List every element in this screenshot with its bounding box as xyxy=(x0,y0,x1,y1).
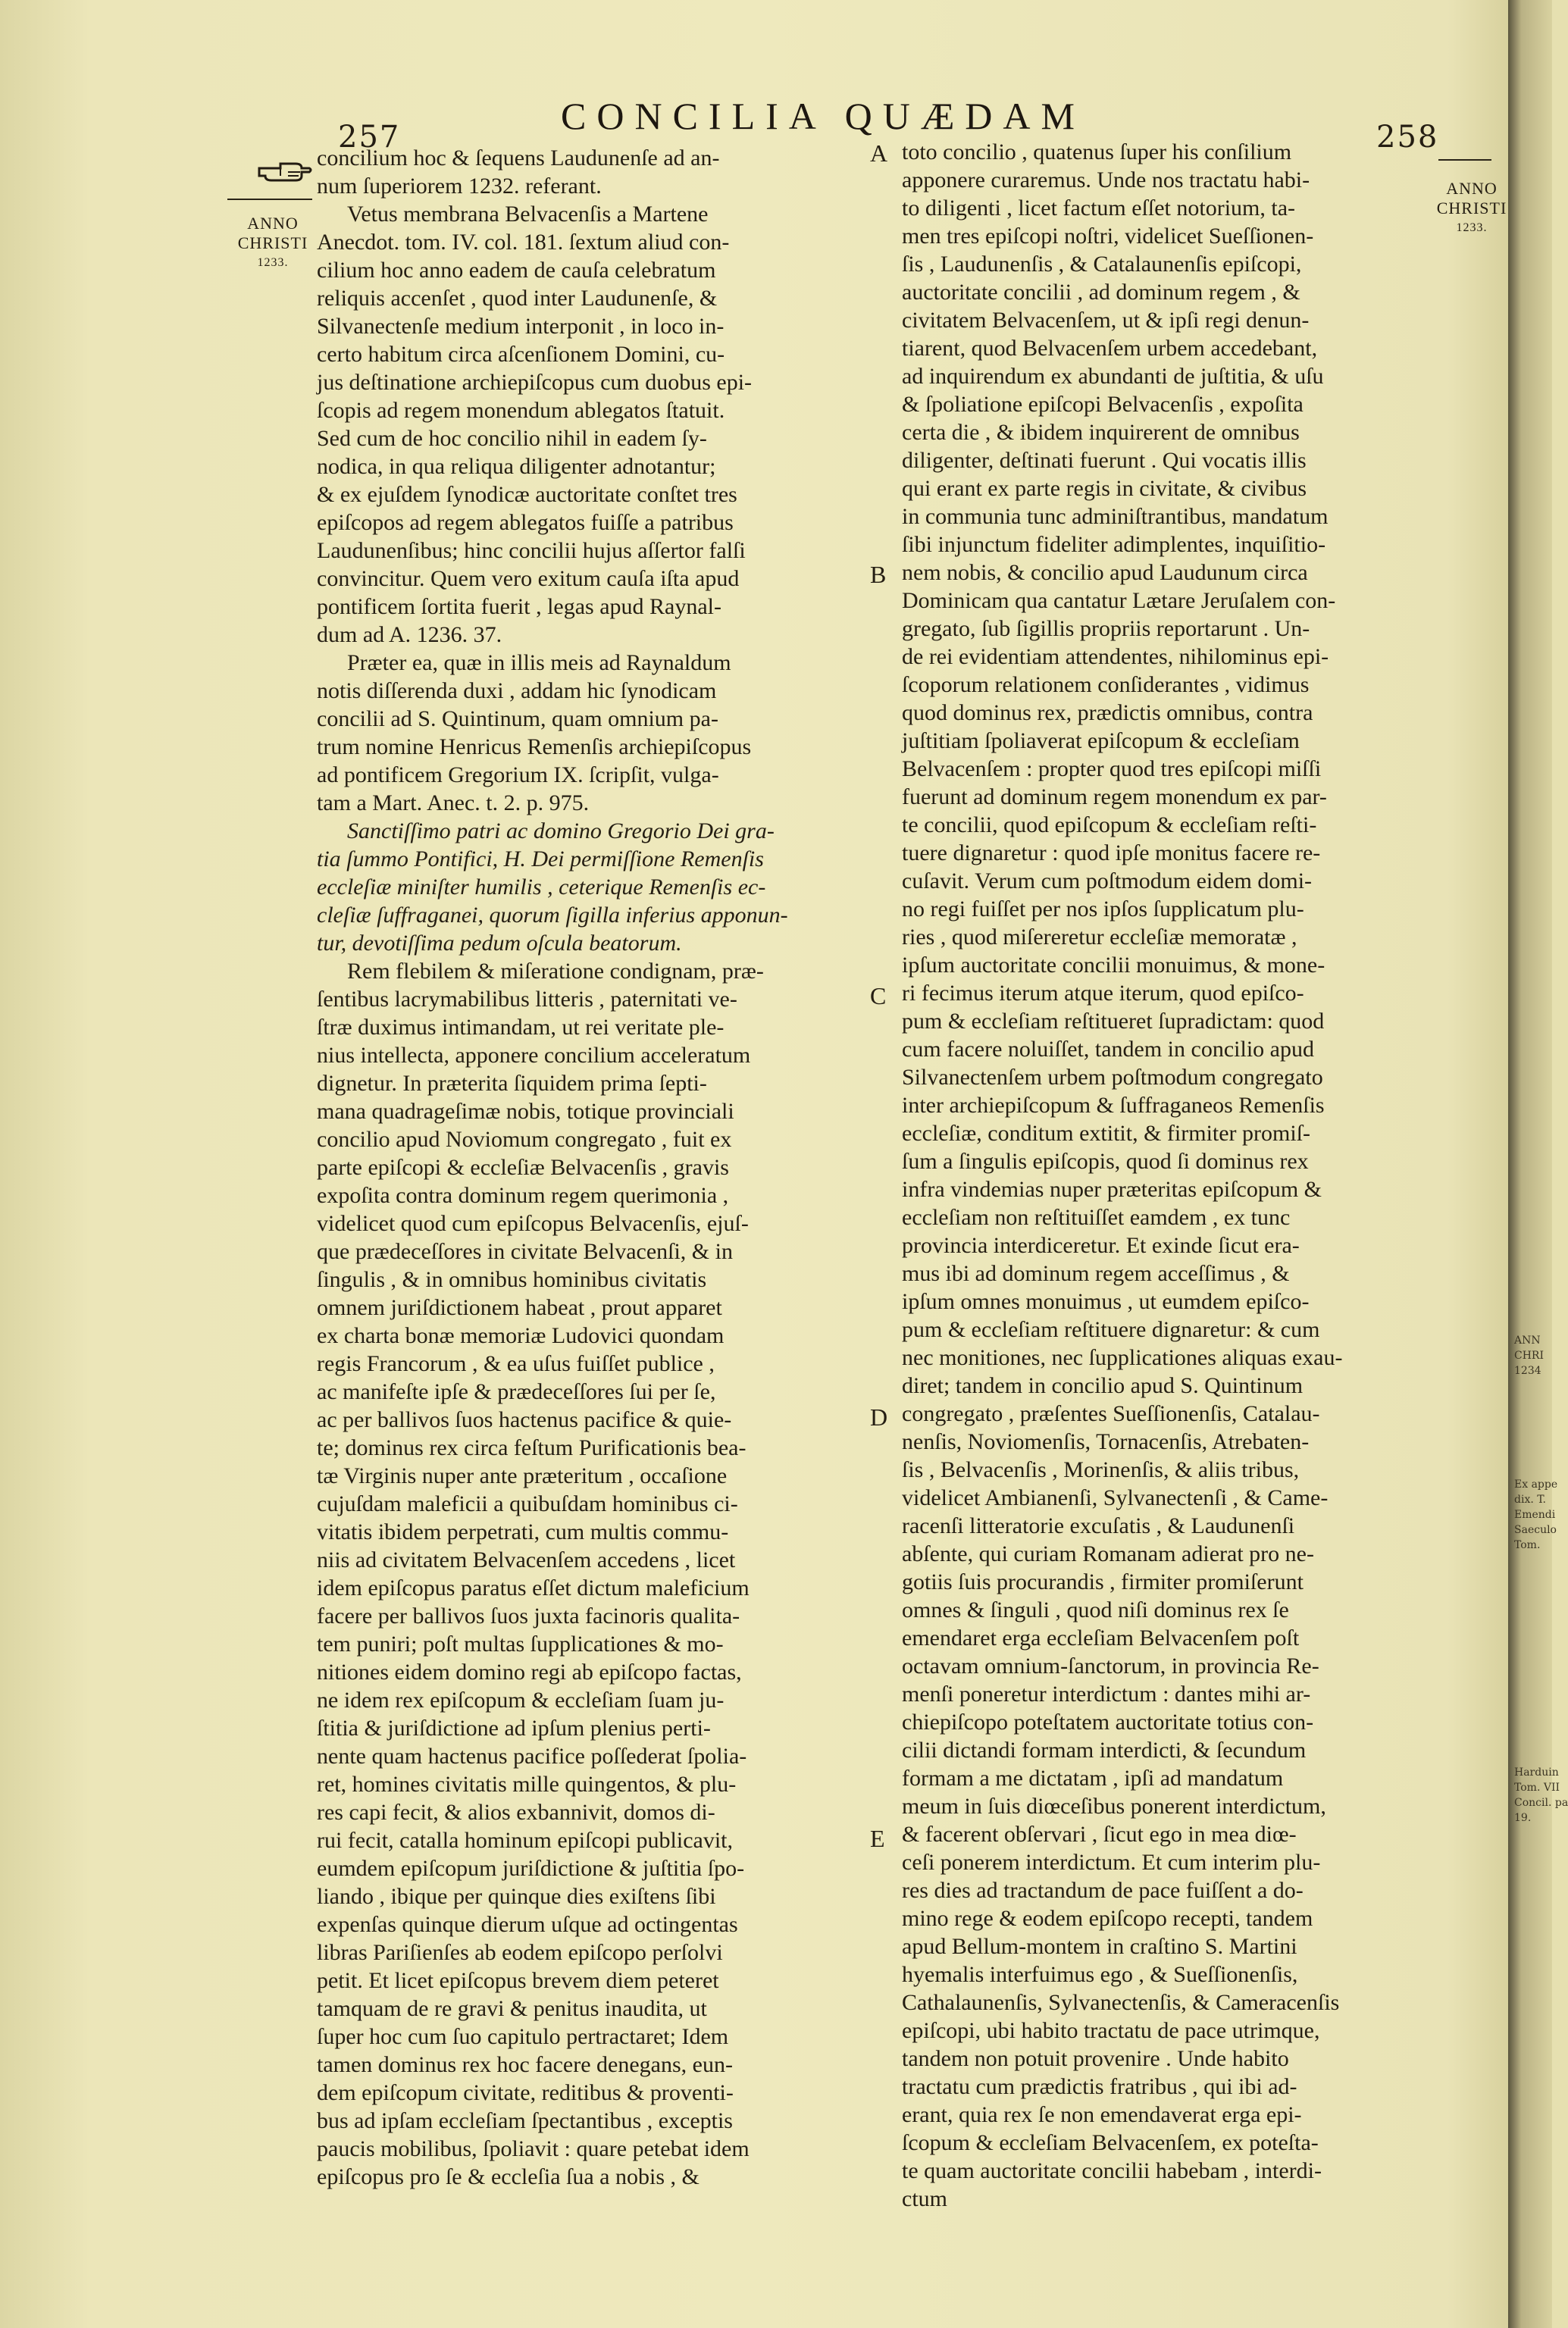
text-line: dem epiſcopum civitate, reditibus & proventi- xyxy=(317,2080,734,2105)
text-line: nec monitiones, nec ſupplicationes aliquas exau- xyxy=(902,1345,1343,1370)
text-line: pum & eccleſiam reſtituere dignaretur: & cum xyxy=(902,1317,1320,1342)
text-line: rui fecit, catalla hominum epiſcopi publicavit, xyxy=(317,1828,733,1853)
text-line: pum & eccleſiam reſtitueret ſupradictam: quod xyxy=(902,1009,1325,1034)
text-line: concilii ad S. Quintinum, quam omnium pa- xyxy=(317,706,718,731)
text-line: Silvanectenſem urbem poſtmodum congregato xyxy=(902,1065,1323,1090)
text-line: dum ad A. 1236. 37. xyxy=(317,622,502,647)
text-line: Rem flebilem & miſeratione condignam, præ- xyxy=(347,959,764,984)
text-line: niis ad civitatem Belvacenſem accedens , licet xyxy=(317,1547,736,1572)
text-line: videlicet Ambianenſi, Sylvanectenſi , & Came- xyxy=(902,1485,1329,1510)
right-column xyxy=(902,138,1432,2213)
text-line: parte epiſcopi & eccleſiæ Belvacenſis , gravis xyxy=(317,1155,729,1180)
text-line: men tres epiſcopi noſtri, videlicet Sueſſionen- xyxy=(902,224,1314,249)
margin-year: 1233. xyxy=(1456,221,1488,234)
pointing-hand-icon xyxy=(258,159,312,185)
margin-anno: ANNO xyxy=(1446,179,1498,198)
text-line: certo habitum circa aſcenſionem Domini, cu- xyxy=(317,342,725,367)
text-line: eumdem epiſcopum juriſdictione & juſtitia ſpo- xyxy=(317,1856,745,1881)
text-line: apponere curaremus. Unde nos tractatu habi- xyxy=(902,167,1310,192)
text-line: erant, quia rex ſe non emendaverat erga epi- xyxy=(902,2102,1302,2127)
text-line: abſente, qui curiam Romanam adierat pro ne- xyxy=(902,1541,1314,1566)
section-letter-d: D xyxy=(870,1403,888,1431)
text-line: Cathalaunenſis, Sylvanectenſis, & Cameracenſis xyxy=(902,1990,1340,2015)
text-line: ceſi ponerem interdictum. Et cum interim plu- xyxy=(902,1850,1321,1875)
text-line: concilium hoc & ſequens Laudunenſe ad an- xyxy=(317,146,720,171)
text-line: mana quadrageſimæ nobis, totique provinciali xyxy=(317,1099,734,1124)
text-line: Silvanectenſe medium interponit , in loco in- xyxy=(317,314,725,339)
text-line: res capi fecit, & alios exbannivit, domos di- xyxy=(317,1800,715,1825)
text-line: ri fecimus iterum atque iterum, quod epiſco- xyxy=(902,981,1304,1006)
gutter-fragment: ANN xyxy=(1514,1335,1541,1347)
gutter-fragment: Harduin xyxy=(1514,1766,1559,1779)
text-line: tamquam de re gravi & penitus inaudita, ut xyxy=(317,1996,707,2021)
text-line: ctum xyxy=(902,2186,947,2211)
text-line: omnem juriſdictionem habeat , prout apparet xyxy=(317,1295,722,1320)
margin-christi: CHRISTI xyxy=(237,233,308,252)
gutter-fragment: Ex appe xyxy=(1514,1478,1558,1491)
text-line: to diligenti , licet factum eſſet notorium, ta- xyxy=(902,196,1296,221)
text-line: expoſita contra dominum regem querimonia , xyxy=(317,1183,729,1208)
gutter-fragment: 19. xyxy=(1514,1812,1532,1824)
text-line: idem epiſcopus paratus eſſet dictum maleficium xyxy=(317,1575,750,1600)
text-line: vitatis ibidem perpetrati, cum multis commu- xyxy=(317,1519,729,1544)
text-line: Sed cum de hoc concilio nihil in eadem ſy- xyxy=(317,426,707,451)
text-line: reliquis accenſet , quod inter Laudunenſe, & xyxy=(317,286,718,311)
text-line: tiarent, quod Belvacenſem urbem accedebant, xyxy=(902,336,1318,361)
text-line: ſcoporum relationem conſiderantes , vidimus xyxy=(902,672,1310,697)
text-line: nius intellecta, apponere concilium acceleratum xyxy=(317,1043,751,1068)
text-line: nodica, in qua reliqua diligenter adnotantur; xyxy=(317,454,716,479)
text-line: ſtræ duximus intimandam, ut rei veritate ple- xyxy=(317,1015,725,1040)
text-line: nenſis, Noviomenſis, Tornacenſis, Atrebaten- xyxy=(902,1429,1310,1454)
text-line: de rei evidentiam attendentes, nihilominus epi- xyxy=(902,644,1329,669)
section-letter-c: C xyxy=(870,982,887,1009)
margin-note-anno-christi-left xyxy=(227,214,318,273)
text-line: Sanctiſſimo patri ac domino Gregorio Dei gra- xyxy=(347,818,775,843)
text-line: nente quam hactenus pacifice poſſederat ſpolia- xyxy=(317,1744,747,1769)
text-line: diligenter, deſtinati fuerunt . Qui vocatis illis xyxy=(902,448,1307,473)
page-number-right: 258 xyxy=(1376,120,1439,155)
text-line: ſingulis , & in omnibus hominibus civitatis xyxy=(317,1267,707,1292)
text-line: ret, homines civitatis mille quingentos, & plu- xyxy=(317,1772,737,1797)
text-line: tam a Mart. Anec. t. 2. p. 975. xyxy=(317,790,590,815)
text-line: res dies ad tractandum de pace fuiſſent a do- xyxy=(902,1878,1304,1903)
text-line: congregato , præſentes Sueſſionenſis, Catalau- xyxy=(902,1401,1320,1426)
text-line: ſis , Laudunenſis , & Catalaunenſis epiſcopi, xyxy=(902,252,1302,277)
text-line: ſum a ſingulis epiſcopis, quod ſi dominus rex xyxy=(902,1149,1309,1174)
text-line: bus ad ipſam eccleſiam ſpectantibus , exceptis xyxy=(317,2108,733,2133)
text-line: Anecdot. tom. IV. col. 181. ſextum aliud con- xyxy=(317,230,730,255)
text-line: tractatu cum prædictis fratribus , qui ibi ad- xyxy=(902,2074,1297,2099)
text-line: te concilii, quod epiſcopum & eccleſiam reſti- xyxy=(902,812,1317,837)
text-line: hyemalis interfuimus ego , & Sueſſionenſis, xyxy=(902,1962,1298,1987)
text-line: Vetus membrana Belvacenſis a Martene xyxy=(347,202,709,227)
text-line: regis Francorum , & ea uſus fuiſſet publice , xyxy=(317,1351,715,1376)
text-line: nitiones eidem domino regi ab epiſcopo factas, xyxy=(317,1660,742,1685)
text-line: provincia interdiceretur. Et exinde ſicut era- xyxy=(902,1233,1300,1258)
gutter-fragment: Saeculo xyxy=(1514,1524,1557,1536)
section-letter-a: A xyxy=(870,139,888,167)
text-line: liando , ibique per quinque dies exiſtens ſibi xyxy=(317,1884,716,1909)
text-line: certa die , & ibidem inquirerent de omnibus xyxy=(902,420,1300,445)
text-line: meum in ſuis diœceſibus ponerent interdictum, xyxy=(902,1794,1326,1819)
text-line: ex charta bonæ memoriæ Ludovici quondam xyxy=(317,1323,725,1348)
text-line: cum facere noluiſſet, tandem in concilio apud xyxy=(902,1037,1314,1062)
text-line: ipſum auctoritate concilii monuimus, & mone- xyxy=(902,953,1325,978)
text-line: toto concilio , quatenus ſuper his conſilium xyxy=(902,139,1292,164)
text-line: qui erant ex parte regis in civitate, & civibus xyxy=(902,476,1307,501)
text-line: tur, devotiſſima pedum oſcula beatorum. xyxy=(317,931,682,956)
text-line: ſibi injunctum fideliter adimplentes, inquiſitio- xyxy=(902,532,1326,557)
gutter-fragment: CHRI xyxy=(1514,1350,1544,1362)
text-line: tia ſummo Pontifici, H. Dei permiſſione Remenſis xyxy=(317,846,764,871)
text-line: diret; tandem in concilio apud S. Quintinum xyxy=(902,1373,1304,1398)
text-line: formam a me dictatam , ipſi ad mandatum xyxy=(902,1766,1284,1791)
margin-rule-right xyxy=(1438,159,1491,161)
gutter-fragment: Emendi xyxy=(1514,1509,1556,1521)
text-line: jus deſtinatione archiepiſcopus cum duobus epi- xyxy=(317,370,753,395)
text-line: paucis mobilibus, ſpoliavit : quare petebat idem xyxy=(317,2136,750,2161)
next-page-gutter xyxy=(1508,0,1568,2328)
text-line: tæ Virginis nuper ante præteritum , occaſione xyxy=(317,1463,728,1488)
text-line: ſcopum & eccleſiam Belvacenſem, ex poteſta- xyxy=(902,2130,1319,2155)
text-line: ſtitia & juriſdictione ad ipſum plenius perti- xyxy=(317,1716,711,1741)
text-line: menſi poneretur interdictum : dantes mihi ar- xyxy=(902,1682,1311,1707)
text-line: num ſuperiorem 1232. referant. xyxy=(317,174,602,199)
text-line: nem nobis, & concilio apud Laudunum circa xyxy=(902,560,1308,585)
margin-note-anno-christi-right xyxy=(1432,179,1511,238)
left-column xyxy=(317,144,862,2191)
text-line: convincitur. Quem vero exitum cauſa iſta apud xyxy=(317,566,740,591)
text-line: cilii dictandi formam interdicti, & ſecundum xyxy=(902,1738,1307,1763)
text-line: epiſcopus pro ſe & eccleſia ſua a nobis , & xyxy=(317,2164,699,2189)
text-line: tem puniri; poſt multas ſupplicationes & mo- xyxy=(317,1632,724,1657)
margin-anno: ANNO xyxy=(247,214,299,233)
text-line: mino rege & eodem epiſcopo recepti, tandem xyxy=(902,1906,1313,1931)
text-line: ries , quod miſereretur eccleſiæ memoratæ , xyxy=(902,925,1297,950)
text-line: Dominicam qua cantatur Lætare Jeruſalem con- xyxy=(902,588,1336,613)
text-line: no regi fuiſſet per nos ipſos ſupplicatum plu- xyxy=(902,896,1304,922)
text-line: expenſas quinque dierum uſque ad octingentas xyxy=(317,1912,738,1937)
text-line: eccleſiæ miniſter humilis , ceterique Remenſis ec- xyxy=(317,875,766,900)
text-line: ac manifeſte ipſe & prædeceſſores ſui per ſe, xyxy=(317,1379,716,1404)
text-line: petit. Et licet epiſcopus brevem diem peteret xyxy=(317,1968,719,1993)
text-line: ſuper hoc cum ſuo capitulo pertractaret; Idem xyxy=(317,2024,729,2049)
text-line: ad pontificem Gregorium IX. ſcripſit, vulga- xyxy=(317,762,719,787)
text-line: videlicet quod cum epiſcopus Belvacenſis, ejuſ- xyxy=(317,1211,749,1236)
text-line: ſentibus lacrymabilibus litteris , paternitati ve- xyxy=(317,987,737,1012)
text-line: omnes & ſinguli , quod niſi dominus rex ſe xyxy=(902,1597,1289,1622)
text-line: epiſcopi, ubi habito tractatu de pace utrimque, xyxy=(902,2018,1320,2043)
text-line: ſcopis ad regem monendum ablegatos ſtatuit. xyxy=(317,398,725,423)
text-line: tandem non potuit provenire . Unde habito xyxy=(902,2046,1289,2071)
text-line: civitatem Belvacenſem, ut & ipſi regi denun- xyxy=(902,308,1310,333)
text-line: gregato, ſub ſigillis propriis reportarunt . Un- xyxy=(902,616,1310,641)
text-line: chiepiſcopo poteſtatem auctoritate totius con- xyxy=(902,1710,1314,1735)
text-line: eccleſiam non reſtituiſſet eamdem , ex tunc xyxy=(902,1205,1291,1230)
gutter-fragment: Tom. VII xyxy=(1514,1782,1560,1794)
text-line: in communia tunc adminiſtrantibus, mandatum xyxy=(902,504,1329,529)
gutter-fragment: 1234 xyxy=(1514,1365,1541,1377)
text-line: te; dominus rex circa feſtum Purificationis bea- xyxy=(317,1435,746,1460)
text-line: racenſi litteratorie excuſatis , & Laudunenſi xyxy=(902,1513,1295,1538)
text-line: tamen dominus rex hoc facere denegans, eun- xyxy=(317,2052,733,2077)
text-line: mus ibi ad dominum regem acceſſimus , & xyxy=(902,1261,1290,1286)
gutter-fragment: dix. T. xyxy=(1514,1494,1546,1506)
text-line: notis diſſerenda duxi , addam hic ſynodicam xyxy=(317,678,717,703)
text-line: Laudunenſibus; hinc concilii hujus aſſertor falſi xyxy=(317,538,746,563)
text-line: que prædeceſſores in civitate Belvacenſi, & in xyxy=(317,1239,733,1264)
text-line: ad inquirendum ex abundanti de juſtitia, & uſu xyxy=(902,364,1324,389)
text-line: & facerent obſervari , ſicut ego in mea diœ- xyxy=(902,1822,1297,1847)
text-line: dignetur. In præterita ſiquidem prima ſepti- xyxy=(317,1071,707,1096)
text-line: trum nomine Henricus Remenſis archiepiſcopus xyxy=(317,734,752,759)
text-line: infra vindemias nuper præteritas epiſcopum & xyxy=(902,1177,1322,1202)
text-line: fuerunt ad dominum regem monendum ex par- xyxy=(902,784,1327,809)
text-line: cilium hoc anno eadem de cauſa celebratum xyxy=(317,258,716,283)
text-line: cuſavit. Verum cum poſtmodum eidem domi- xyxy=(902,868,1313,893)
text-line: emendaret erga eccleſiam Belvacenſem poſt xyxy=(902,1626,1300,1651)
gutter-fragment: Tom. xyxy=(1514,1539,1541,1551)
margin-rule-left xyxy=(227,199,312,200)
text-line: te quam auctoritate concilii habebam , interdi- xyxy=(902,2158,1322,2183)
text-line: ac per ballivos ſuos hactenus pacifice & quie- xyxy=(317,1407,732,1432)
text-line: ne idem rex epiſcopum & eccleſiam ſuam ju- xyxy=(317,1688,725,1713)
text-line: facere per ballivos ſuos juxta facinoris qualita- xyxy=(317,1604,740,1629)
text-line: & ſpoliatione epiſcopi Belvacenſis , expoſita xyxy=(902,392,1304,417)
text-line: quod dominus rex, prædictis omnibus, contra xyxy=(902,700,1313,725)
text-line: Belvacenſem : propter quod tres epiſcopi miſſi xyxy=(902,756,1322,781)
text-line: ſis , Belvacenſis , Morinenſis, & aliis tribus, xyxy=(902,1457,1300,1482)
text-line: auctoritate concilii , ad dominum regem , & xyxy=(902,280,1300,305)
text-line: cleſiæ ſuffraganei, quorum ſigilla inferius apponun- xyxy=(317,903,788,928)
margin-christi: CHRISTI xyxy=(1436,199,1507,217)
text-line: & ex ejuſdem ſynodicæ auctoritate conſtet tres xyxy=(317,482,737,507)
text-line: juſtitiam ſpoliaverat epiſcopum & eccleſiam xyxy=(902,728,1300,753)
text-line: Præter ea, quæ in illis meis ad Raynaldum xyxy=(347,650,731,675)
section-letter-b: B xyxy=(870,561,887,588)
text-line: eccleſiæ, conditum extitit, & firmiter promiſ- xyxy=(902,1121,1311,1146)
text-line: apud Bellum-montem in craſtino S. Martini xyxy=(902,1934,1297,1959)
text-line: cujuſdam maleficii a quibuſdam hominibus ci- xyxy=(317,1491,738,1516)
running-title: CONCILIA QUÆDAM xyxy=(561,95,1085,137)
text-line: libras Pariſienſes ab eodem epiſcopo perſolvi xyxy=(317,1940,723,1965)
text-line: pontificem ſortita fuerit , legas apud Raynal- xyxy=(317,594,721,619)
section-letter-e: E xyxy=(870,1825,885,1852)
text-line: octavam omnium-ſanctorum, in provincia Re- xyxy=(902,1654,1319,1679)
gutter-fragment: Concil. pa xyxy=(1514,1797,1568,1809)
text-line: tuere dignaretur : quod ipſe monitus facere re- xyxy=(902,840,1321,865)
text-line: inter archiepiſcopum & ſuffraganeos Remenſis xyxy=(902,1093,1325,1118)
margin-year: 1233. xyxy=(257,256,289,269)
text-line: ipſum omnes monuimus , ut eumdem epiſco- xyxy=(902,1289,1310,1314)
text-line: gotiis ſuis procurandis , firmiter promiſerunt xyxy=(902,1569,1304,1594)
text-line: concilio apud Noviomum congregato , fuit ex xyxy=(317,1127,732,1152)
page-number-left: 257 xyxy=(338,120,401,155)
text-line: epiſcopos ad regem ablegatos fuiſſe a patribus xyxy=(317,510,734,535)
